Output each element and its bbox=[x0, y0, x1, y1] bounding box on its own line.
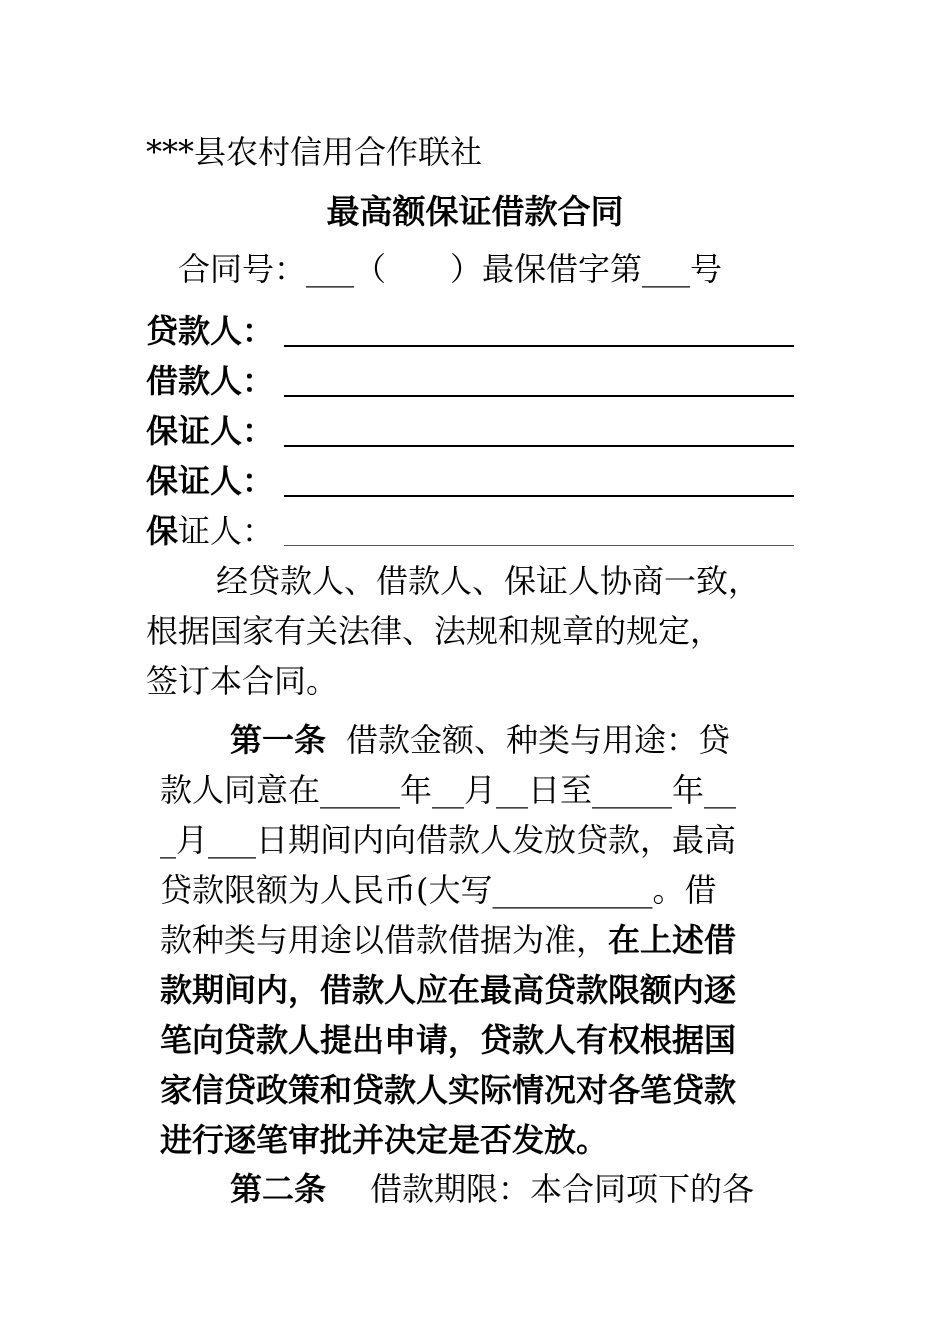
article-1-emphasis-line: 笔向贷款人提出申请，贷款人有权根据国 bbox=[160, 1021, 737, 1059]
party-fill-line bbox=[284, 545, 794, 546]
party-label-bold: 保 bbox=[146, 512, 179, 550]
article-1-emphasis: 在上述借 bbox=[608, 921, 737, 959]
party-guarantor-3 bbox=[146, 512, 275, 550]
party-lender bbox=[146, 312, 275, 350]
preamble-line: 根据国家有关法律、法规和规章的规定， bbox=[146, 612, 723, 650]
party-label: 保证人： bbox=[146, 462, 275, 500]
organization-name: ***县农村信用合作联社 bbox=[146, 133, 483, 171]
article-1-line: _月___日期间内向借款人发放贷款，最高 bbox=[160, 821, 737, 859]
party-fill-line bbox=[284, 395, 794, 397]
contract-title: 最高额保证借款合同 bbox=[326, 192, 624, 231]
article-1-text: 款种类与用途以借款借据为准， bbox=[160, 921, 609, 959]
article-1-line bbox=[160, 921, 737, 959]
article-1-text: 借款金额、种类与用途：贷 bbox=[346, 721, 731, 759]
party-label: 借款人： bbox=[146, 362, 275, 400]
article-1-emphasis-line: 款期间内，借款人应在最高贷款限额内逐 bbox=[160, 971, 737, 1009]
article-1-line: 款人同意在_____年__月__日至_____年__ bbox=[160, 771, 737, 809]
article-1-heading: 第一条 bbox=[230, 721, 327, 759]
party-guarantor-1 bbox=[146, 412, 275, 450]
party-label-rest: 证人： bbox=[178, 512, 275, 550]
article-2-heading: 第二条 bbox=[230, 1170, 327, 1208]
contract-number: 合同号：___（ ）最保借字第___号 bbox=[178, 250, 723, 288]
article-2-line bbox=[230, 1170, 755, 1208]
article-2-text: 借款期限：本合同项下的各 bbox=[370, 1170, 755, 1208]
party-label: 保证人： bbox=[146, 412, 275, 450]
preamble-line: 签订本合同。 bbox=[146, 662, 339, 700]
party-fill-line bbox=[284, 445, 794, 447]
party-fill-line bbox=[284, 345, 794, 347]
party-fill-line bbox=[284, 495, 794, 497]
article-1-emphasis-line: 家信贷政策和贷款人实际情况对各笔贷款 bbox=[160, 1071, 737, 1109]
article-1-emphasis-line: 进行逐笔审批并决定是否发放。 bbox=[160, 1121, 609, 1159]
party-borrower bbox=[146, 362, 275, 400]
article-1-line: 贷款限额为人民币(大写__________。借 bbox=[160, 871, 717, 909]
party-label: 贷款人： bbox=[146, 312, 275, 350]
article-1-line bbox=[230, 721, 731, 759]
party-guarantor-2 bbox=[146, 462, 275, 500]
preamble-line: 经贷款人、借款人、保证人协商一致， bbox=[216, 562, 761, 600]
